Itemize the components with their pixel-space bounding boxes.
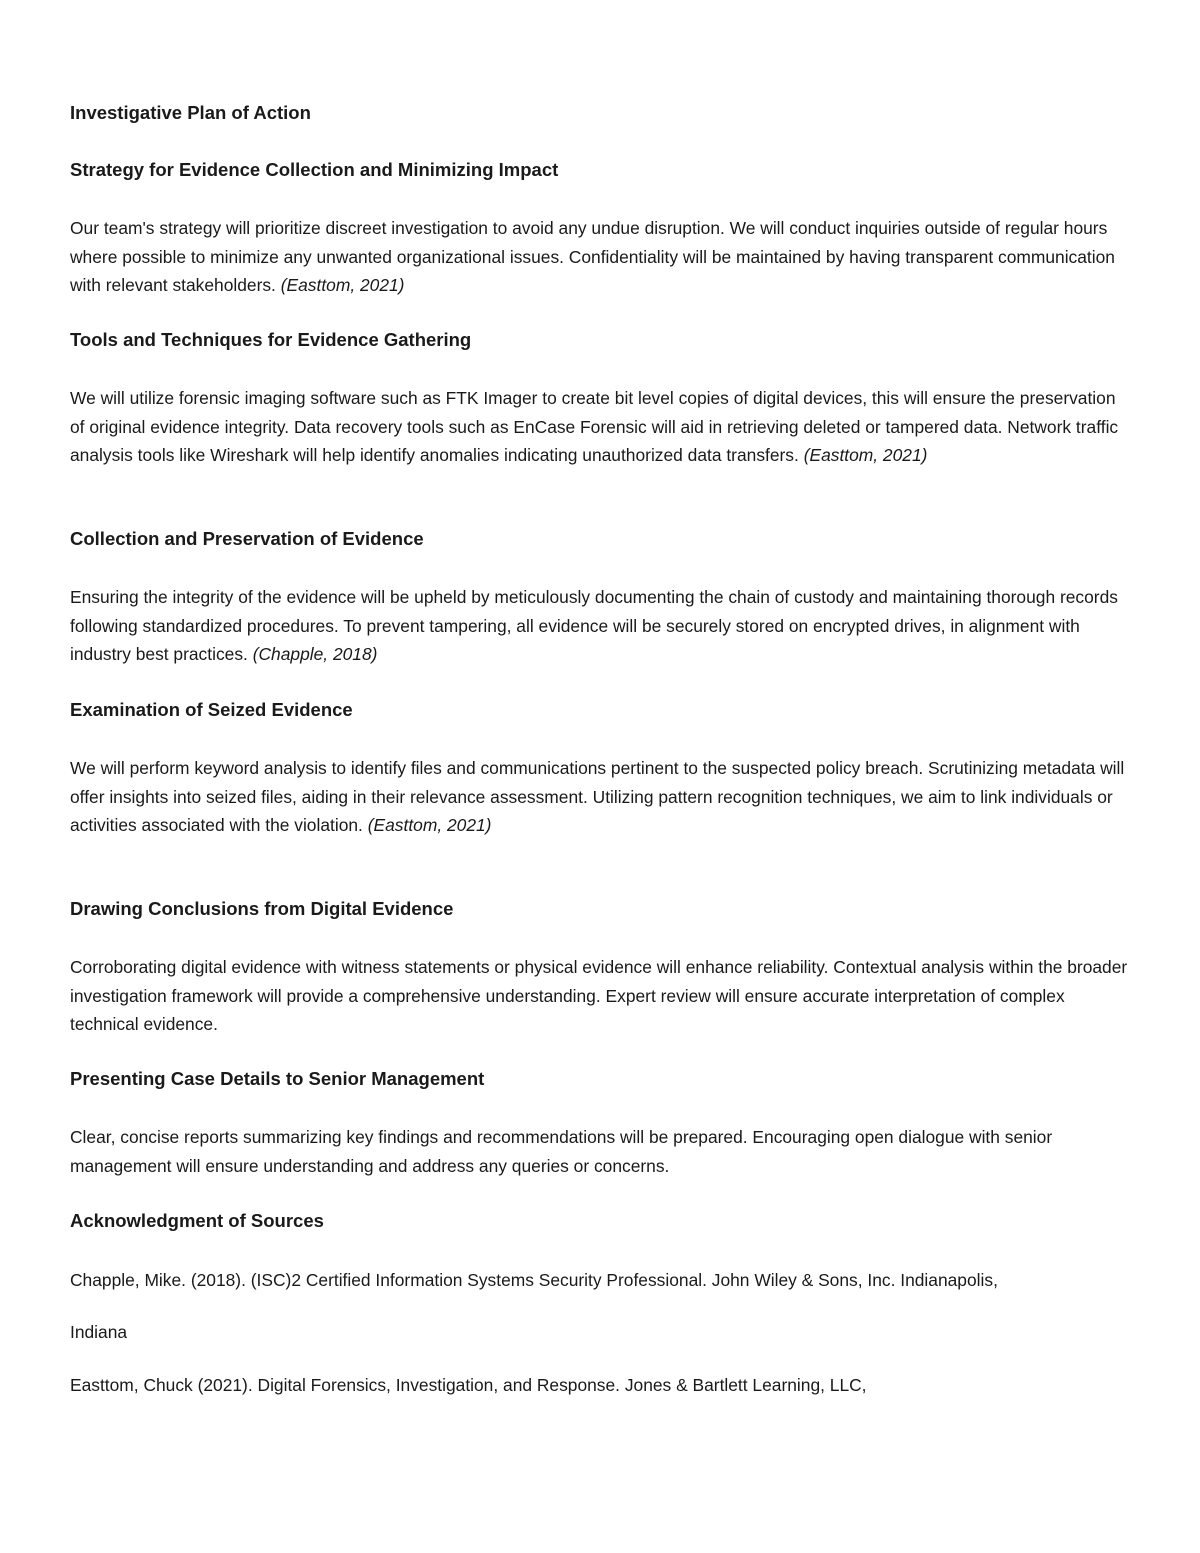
body-text: We will perform keyword analysis to identify files and communications pertinent to the suspected policy breach. Scrutinizing metadata will offer insights into seized files, aiding in their relevance assessment. Utilizing pattern recognition techniques, we aim to link individuals or activities associated with the violation. <box>70 758 1125 835</box>
sources-heading: Acknowledgment of Sources <box>70 1210 324 1231</box>
section-heading-conclusions: Drawing Conclusions from Digital Evidence <box>70 898 454 919</box>
document-title: Investigative Plan of Action <box>70 102 311 123</box>
section-heading-tools: Tools and Techniques for Evidence Gathering <box>70 329 472 350</box>
citation: (Chapple, 2018) <box>252 644 378 664</box>
section-body-collection <box>70 583 1132 669</box>
body-text: Ensuring the integrity of the evidence will be upheld by meticulously documenting the chain of custody and maintaining thorough records following standardized procedures. To prevent tampering, all evidence will be securely stored on encrypted drives, in alignment with industry best practices. <box>70 587 1118 664</box>
section-body-presenting: Clear, concise reports summarizing key findings and recommendations will be prepared. Encouraging open dialogue with senior management will ensure understanding and address any queries or concerns. <box>70 1127 1053 1176</box>
section-heading-presenting: Presenting Case Details to Senior Management <box>70 1068 485 1089</box>
body-text: We will utilize forensic imaging software such as FTK Imager to create bit level copies of digital devices, this will ensure the preservation of original evidence integrity. Data recovery tools such as EnCase Forensic will aid in retrieving deleted or tampered data. Network traffic analysis tools like Wireshark will help identify anomalies indicating unauthorized data transfers. <box>70 388 1119 465</box>
reference-chapple: Chapple, Mike. (2018). (ISC)2 Certified Information Systems Security Professional. John Wiley & Sons, Inc. Indianapolis, <box>70 1270 998 1290</box>
section-body-conclusions: Corroborating digital evidence with witness statements or physical evidence will enhance reliability. Contextual analysis within the broader investigation framework will provide a comprehensive understanding. Expert review will ensure accurate interpretation of complex technical evidence. <box>70 957 1128 1034</box>
citation: (Easttom, 2021) <box>803 445 928 465</box>
section-heading-collection: Collection and Preservation of Evidence <box>70 528 424 549</box>
reference-easttom: Easttom, Chuck (2021). Digital Forensics, Investigation, and Response. Jones & Bartlett Learning, LLC, <box>70 1375 867 1395</box>
citation: (Easttom, 2021) <box>280 275 405 295</box>
section-body-tools <box>70 384 1132 470</box>
citation: (Easttom, 2021) <box>367 815 492 835</box>
section-body-strategy <box>70 214 1132 300</box>
body-text: Our team's strategy will prioritize discreet investigation to avoid any undue disruption. We will conduct inquiries outside of regular hours where possible to minimize any unwanted organizational issues. Confidentiality will be maintained by having transparent communication with relevant stakeholders. <box>70 218 1115 295</box>
section-body-examination <box>70 754 1132 840</box>
reference-chapple-location: Indiana <box>70 1322 128 1342</box>
section-heading-strategy: Strategy for Evidence Collection and Minimizing Impact <box>70 159 559 180</box>
section-heading-examination: Examination of Seized Evidence <box>70 699 353 720</box>
